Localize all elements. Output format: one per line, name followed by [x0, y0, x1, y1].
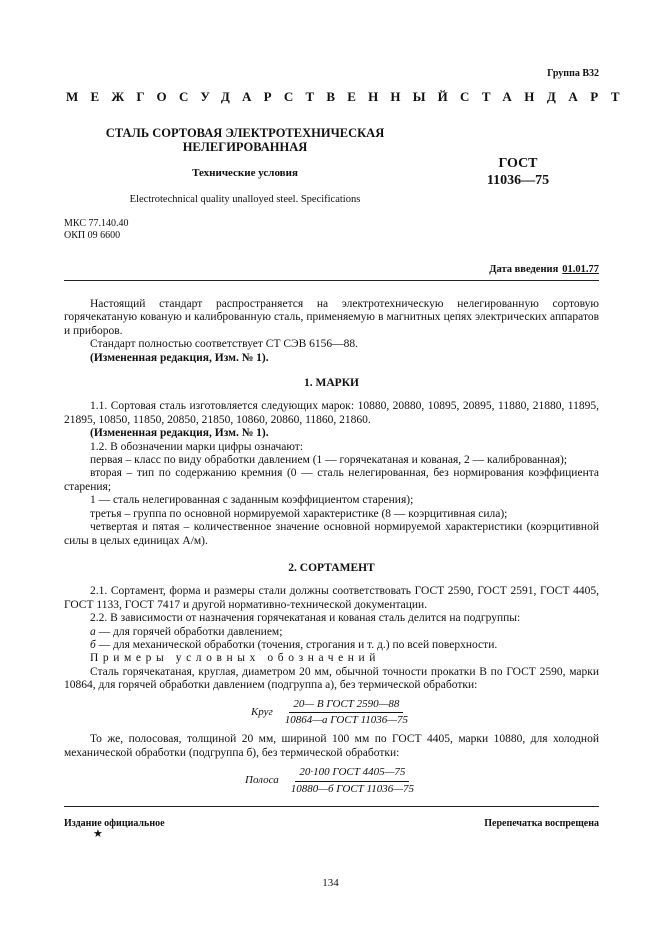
title-line-2: НЕЛЕГИРОВАННАЯ: [182, 140, 308, 154]
header-standard: СТАНДАРТ: [460, 89, 633, 104]
subgroup-a-letter: а: [90, 625, 96, 638]
clause-2-1: 2.1. Сортамент, форма и размеры стали должны соответствовать ГОСТ 2590, ГОСТ 2591, ГОСТ 4405, ГОСТ 1133, ГОСТ 7417 и другой нормативно-технической документации.: [64, 585, 599, 611]
reprint-prohibited: Перепечатка воспрещена: [484, 818, 599, 829]
english-title: Electrotechnical quality unalloyed steel. Specifications: [129, 194, 361, 205]
formula-2-label: Полоса: [245, 774, 279, 787]
formula-1-label: Круг: [250, 705, 273, 718]
gost-designation: [478, 155, 558, 189]
preamble-paragraph: Настоящий стандарт распространяется на электротехническую нелегированную сортовую горячекатаную кованую и калиброванную сталь, применяемую в магнитных цепях электрических аппаратов и приборов.: [64, 298, 599, 337]
clause-1-1: 1.1. Сортовая сталь изготовляется следующих марок: 10880, 20880, 10895, 20895, 11880, 21880, 11895, 21895, 10850, 11850, 20850, 21850, 10860, 20860, 11860, 21860.: [64, 400, 599, 426]
example-2-formula: [64, 766, 599, 796]
gost-label: ГОСТ: [498, 156, 538, 171]
section-2-title: 2. СОРТАМЕНТ: [288, 561, 375, 574]
document-title: [90, 126, 400, 154]
section-1-title: 1. МАРКИ: [304, 377, 359, 390]
classification-codes: [64, 218, 128, 242]
example-2-text: То же, полосовая, толщиной 20 мм, шириной 100 мм по ГОСТ 4405, марки 10880, для холодной механической обработки (подгруппа б), без термической обработки:: [64, 733, 599, 759]
title-line-1: СТАЛЬ СОРТОВАЯ ЭЛЕКТРОТЕХНИЧЕСКАЯ: [105, 126, 385, 140]
gost-number: 11036—75: [486, 173, 550, 188]
divider-bottom: [64, 806, 599, 807]
amendment-note: (Измененная редакция, Изм. № 1).: [90, 351, 269, 364]
formula-1-denominator: 10864—а ГОСТ 11036—75: [284, 713, 409, 726]
preamble-compliance: Стандарт полностью соответствует СТ СЭВ 6156—88.: [90, 338, 359, 351]
group-code: Группа В32: [547, 68, 599, 79]
formula-2-fraction: [287, 766, 418, 796]
digit-second-alt: 1 — сталь нелегированная с заданным коэффициентом старения);: [90, 494, 414, 507]
standard-header: [66, 89, 633, 105]
example-1-text: Сталь горячекатаная, круглая, диаметром 20 мм, обычной точности прокатки В по ГОСТ 2590, марки 10864, для горячей обработки давлением (подгруппа а), без термической обработки:: [64, 665, 599, 692]
divider-top: [64, 280, 599, 281]
mks-code: МКС 77.140.40: [64, 218, 129, 229]
formula-2-denominator: 10880—б ГОСТ 11036—75: [290, 782, 414, 795]
digit-third: третья – группа по основной нормируемой характеристике (8 — коэрцитивная сила);: [90, 507, 508, 520]
examples-heading: Примеры условных обозначений: [90, 652, 381, 665]
formula-2-numerator: 20·100 ГОСТ 4405—75: [295, 766, 409, 781]
clause-2-2: 2.2. В зависимости от назначения горячекатаная и кованая сталь делится на подгруппы:: [90, 612, 521, 625]
digit-first: первая – класс по виду обработки давлением (1 — горячекатаная и кованая, 2 — калиброванная);: [90, 454, 568, 467]
formula-1-numerator: 20— В ГОСТ 2590—88: [289, 698, 403, 713]
formula-1-fraction: [281, 698, 412, 728]
intro-date-value: 01.01.77: [562, 264, 599, 275]
page-number: 134: [322, 877, 339, 889]
header-interstate: МЕЖГОСУДАРСТВЕННЫЙ: [66, 89, 460, 104]
document-subtitle: Технические условия: [192, 167, 298, 179]
intro-date-label: Дата введения: [489, 264, 559, 275]
official-edition: Издание официальное: [64, 818, 165, 829]
introduction-date: [489, 264, 599, 275]
digit-fourth-fifth: четвертая и пятая – количественное значение основной нормируемой характеристики (коэрцитивной силы в целых единицах А/м).: [64, 521, 599, 547]
subgroup-b-text: — для механической обработки (точения, строгания и т. д.) по всей поверхности.: [95, 638, 498, 651]
subgroup-b-letter: б: [90, 638, 96, 651]
star-icon: ★: [93, 828, 103, 840]
subgroup-a: [64, 626, 599, 639]
example-1-formula: [64, 698, 599, 728]
subgroup-a-text: — для горячей обработки давлением;: [95, 625, 283, 638]
okp-code: ОКП 09 6600: [64, 230, 121, 241]
clause-1-2: 1.2. В обозначении марки цифры означают:: [90, 440, 304, 453]
document-body: [64, 298, 599, 796]
subgroup-b: [64, 639, 599, 652]
amendment-note: (Измененная редакция, Изм. № 1).: [90, 427, 269, 440]
digit-second: вторая – тип по содержанию кремния (0 — сталь нелегированная, без нормирования коэффициента старения;: [64, 467, 599, 493]
